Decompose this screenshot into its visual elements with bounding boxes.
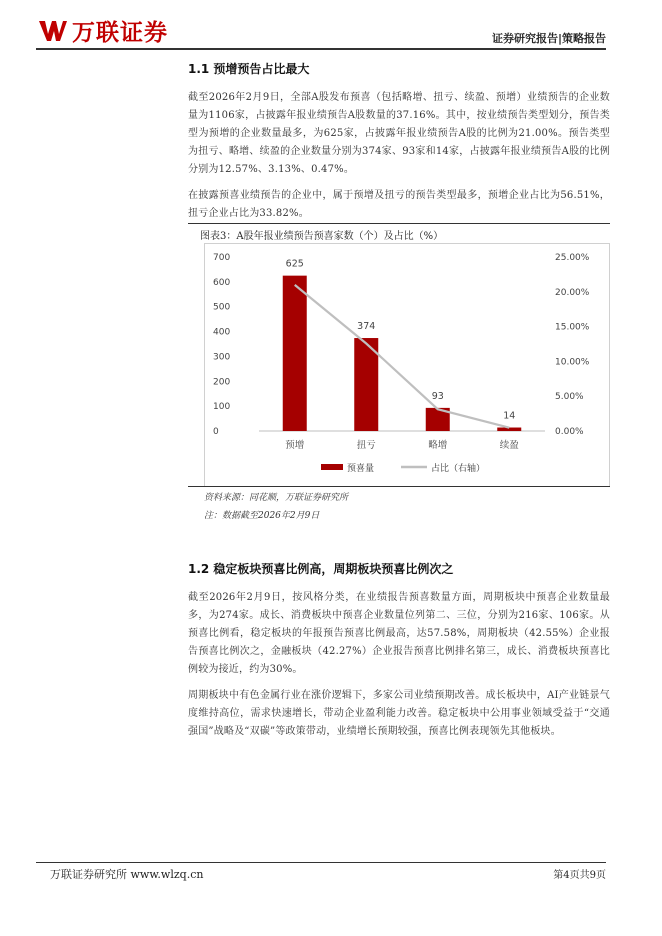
figure-title-bar — [188, 223, 610, 244]
x-category-label: 扭亏 — [356, 440, 376, 451]
page-number: 第4页共9页 — [553, 870, 606, 881]
figure-note: 注：数据截至2026年2月9日 — [204, 511, 320, 521]
footer-institution: 万联证券研究所 www.wlzq.cn — [50, 868, 204, 881]
bar-data-label: 374 — [357, 321, 376, 333]
bar — [283, 276, 307, 431]
y-right-tick-label: 25.00% — [555, 253, 590, 263]
section-2-paragraph-1: 截至2026年2月9日，按风格分类，在业绩报告预喜数量方面，周期板块中预喜企业数量最多，为274家。成长、消费板块中预喜企业数量位列第二、三位，分别为216家、106家。从预喜比例看，稳定板块的年报预告预喜比例最高，达57.58%，周期板块（42.55%）企业报告预喜比例次之，金融板块（42.27%）企业报告预喜比例排名第三，成长、消费板块预喜比例较为接近，约为30%。 — [188, 592, 610, 675]
x-category-label: 预增 — [285, 440, 305, 451]
w-logo-icon — [38, 19, 68, 43]
footer-divider — [36, 862, 606, 863]
bar-data-label: 14 — [503, 410, 516, 422]
y-left-tick-label: 100 — [213, 402, 231, 413]
brand-logo — [38, 14, 168, 47]
y-right-tick-label: 5.00% — [555, 392, 584, 403]
figure-source: 资料来源：同花顺，万联证券研究所 — [204, 493, 349, 503]
chart-container — [204, 243, 610, 487]
x-category-label: 略增 — [428, 440, 448, 451]
bar-line-chart — [205, 244, 609, 486]
y-right-tick-label: 15.00% — [555, 322, 590, 333]
section-2-paragraph-2: 周期板块中有色金属行业在涨价逻辑下，多家公司业绩预期改善。成长板块中，AI产业链景气度维持高位，需求快速增长，带动企业盈利能力改善。稳定板块中公用事业领域受益于“交通强国”战略及“双碳”等政策带动，业绩增长预期较强，预喜比例表现领先其他板块。 — [188, 690, 610, 737]
x-category-label: 续盈 — [499, 440, 519, 451]
section-1-paragraph-1: 截至2026年2月9日，全部A股发布预喜（包括略增、扭亏、续盈、预增）业绩预告的企业数量为1106家，占披露年报业绩预告A股数量的37.16%。其中，按业绩预告类型划分，预告类型为预增的企业数量最多，为625家，占披露年报业绩预告A股的比例为21.00%。预告类型为扭亏、略增、续盈的企业数量分别为374家、93家和14家，占披露年报业绩预告A股的比例分别为12.57%、3.13%、0.47%。 — [188, 92, 610, 175]
legend-line-label: 占比（右轴） — [431, 464, 486, 474]
bar-data-label: 93 — [431, 390, 444, 402]
y-left-tick-label: 600 — [213, 277, 231, 288]
figure-bottom-divider — [188, 486, 610, 487]
bar — [497, 428, 521, 431]
section-1-paragraph-2: 在披露预喜业绩预告的企业中，属于预增及扭亏的预告类型最多，预增企业占比为56.51%，扭亏企业占比为33.82%。 — [188, 190, 610, 219]
y-right-tick-label: 10.00% — [555, 357, 590, 368]
y-left-tick-label: 500 — [213, 302, 231, 313]
legend-bar-swatch — [321, 464, 343, 470]
chart-legend — [321, 462, 485, 474]
y-left-tick-label: 700 — [213, 253, 231, 263]
figure-title: 图表3：A股年报业绩预告预喜家数（个）及占比（%） — [200, 231, 444, 242]
y-left-tick-label: 400 — [213, 327, 231, 338]
y-left-tick-label: 300 — [213, 352, 231, 363]
y-left-tick-label: 0 — [213, 427, 219, 437]
header-divider — [36, 48, 606, 50]
y-left-tick-label: 200 — [213, 377, 231, 388]
bar-data-label: 625 — [285, 258, 304, 270]
section-1 — [188, 60, 610, 223]
legend-bar-label: 预喜量 — [347, 464, 375, 474]
section-2 — [188, 560, 610, 741]
y-right-tick-label: 20.00% — [555, 287, 590, 298]
logo-text: 万联证券 — [72, 20, 168, 46]
section-1-title: 1.1 预增预告占比最大 — [188, 62, 310, 76]
y-right-tick-label: 0.00% — [555, 427, 584, 437]
report-type-tag: 证券研究报告|策略报告 — [491, 32, 606, 45]
section-2-title: 1.2 稳定板块预喜比例高，周期板块预喜比例次之 — [188, 562, 454, 576]
page-header — [0, 0, 662, 52]
ratio-series-line — [295, 285, 510, 428]
